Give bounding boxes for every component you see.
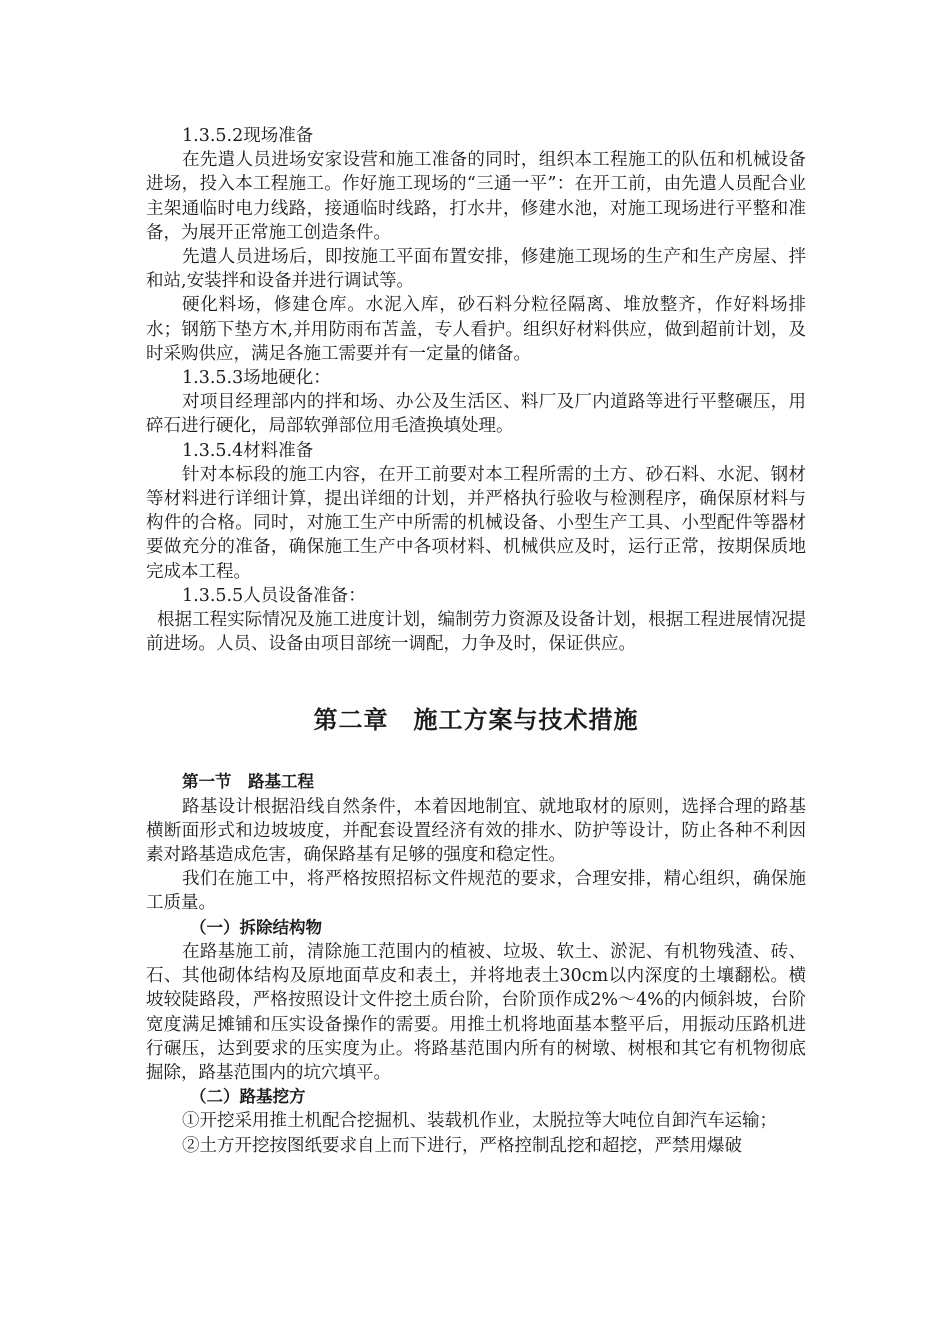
list-item: ②土方开挖按图纸要求自上而下进行，严格控制乱挖和超挖，严禁用爆破: [182, 1135, 742, 1156]
section-heading: 第一节 路基工程: [182, 772, 314, 792]
paragraph: 根据工程实际情况及施工进度计划，编制劳力资源及设备计划，根据工程进展情况提前进场。人员、设备由项目部统一调配，力争及时，保证供应。: [146, 610, 806, 655]
paragraph: 路基设计根据沿线自然条件，本着因地制宜、就地取材的原则，选择合理的路基横断面形式和边坡坡度，并配套设置经济有效的排水、防护等设计，防止各种不利因素对路基造成危害，确保路基有足够的强度和稳定性。: [146, 796, 806, 866]
list-item: ①开挖采用推土机配合挖掘机、装载机作业，太脱拉等大吨位自卸汽车运输；: [182, 1111, 777, 1132]
paragraph: 在路基施工前，清除施工范围内的植被、垃圾、软土、淤泥、有机物残渣、砖、石、其他砌体结构及原地面草皮和表土，并将地表土30cm以内深度的土壤翻松。横坡较陡路段，严格按照设计文件挖土质台阶，台阶顶作成2%～4%的内倾斜坡，台阶宽度满足摊铺和压实设备操作的需要。用推土机将地面基本整平后，用振动压路机进行碾压，达到要求的压实度为止。将路基范围内所有的树墩、树根和其它有机物彻底掘除，路基范围内的坑穴填平。: [146, 941, 806, 1083]
subsection-heading: （一）拆除结构物: [190, 917, 322, 937]
heading-1-3-5-3: 1.3.5.3场地硬化：: [182, 368, 331, 389]
paragraph: 先遣人员进场后，即按施工平面布置安排，修建施工现场的生产和生产房屋、拌和站,安装拌和设备并进行调试等。: [146, 247, 806, 292]
spacer: [146, 656, 806, 700]
paragraph: 在先遣人员进场安家设营和施工准备的同时，组织本工程施工的队伍和机械设备进场，投入本工程施工。作好施工现场的“三通一平”：在开工前，由先遣人员配合业主架通临时电力线路，接通临时线路，打水井，修建水池，对施工现场进行平整和准备，为展开正常施工创造条件。: [146, 150, 806, 243]
paragraph: 针对本标段的施工内容，在开工前要对本工程所需的土方、砂石料、水泥、钢材等材料进行详细计算，提出详细的计划，并严格执行验收与检测程序，确保原材料与构件的合格。同时，对施工生产中所需的机械设备、小型生产工具、小型配件等器材要做充分的准备，确保施工生产中各项材料、机械供应及时，运行正常，按期保质地完成本工程。: [146, 464, 806, 582]
paragraph: 对项目经理部内的拌和场、办公及生活区、料厂及厂内道路等进行平整碾压，用碎石进行硬化，局部软弹部位用毛渣换填处理。: [146, 392, 806, 437]
document-body: [146, 124, 806, 1158]
paragraph: 我们在施工中，将严格按照招标文件规范的要求，合理安排，精心组织，确保施工质量。: [146, 869, 806, 914]
heading-1-3-5-5: 1.3.5.5人员设备准备：: [182, 585, 366, 606]
subsection-heading: （二）路基挖方: [190, 1087, 306, 1107]
heading-1-3-5-2: 1.3.5.2现场准备: [182, 126, 314, 146]
heading-1-3-5-4: 1.3.5.4材料准备: [182, 440, 314, 461]
paragraph: 硬化料场，修建仓库。水泥入库，砂石料分粒径隔离、堆放整齐，作好料场排水；钢筋下垫方木,并用防雨布苫盖，专人看护。组织好材料供应，做到超前计划，及时采购供应，满足各施工需要并有一定量的储备。: [146, 295, 806, 364]
chapter-title: 第二章 施工方案与技术措施: [313, 706, 639, 735]
